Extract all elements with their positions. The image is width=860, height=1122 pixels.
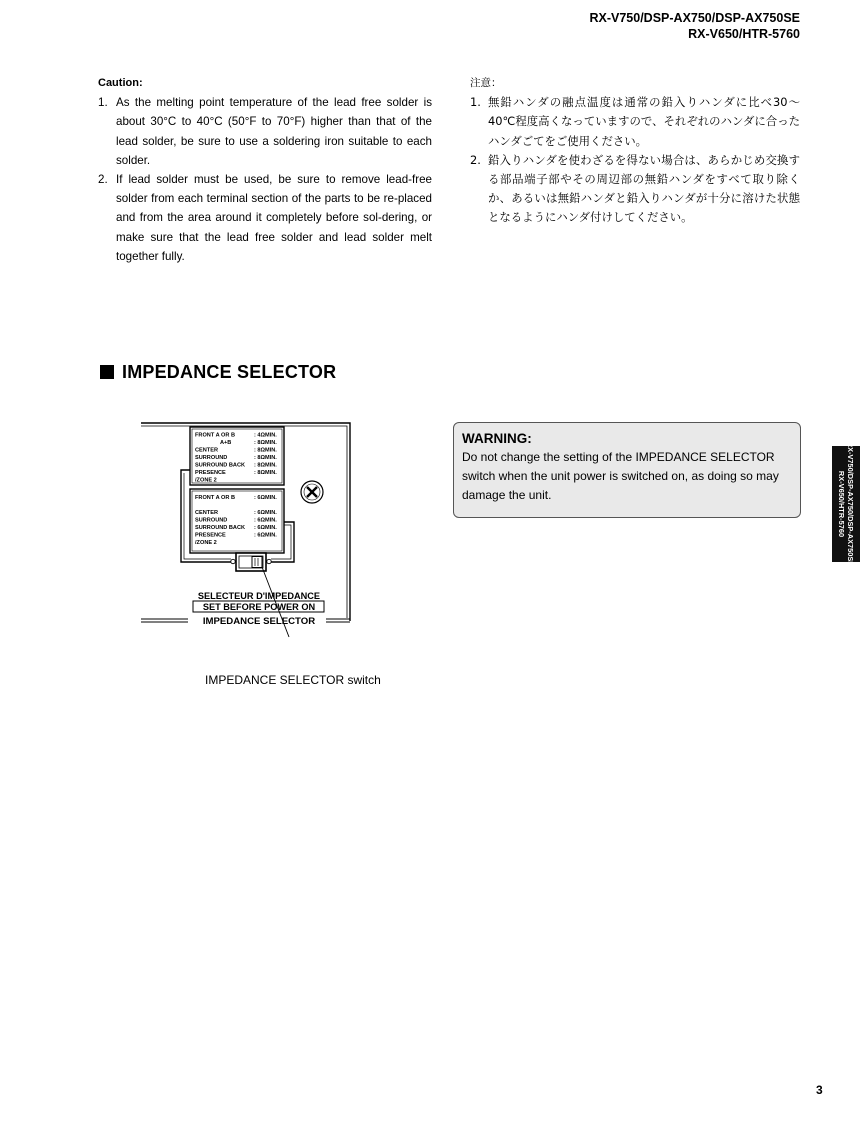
panel-label: /ZONE 2 xyxy=(195,477,217,484)
panel-value: : 4ΩMIN. xyxy=(254,432,277,439)
caution-item xyxy=(98,170,432,266)
caution-title: Caution: xyxy=(98,77,143,89)
caution-item-number: 2. xyxy=(98,173,108,187)
caution-title-jp: 注意： xyxy=(470,77,502,89)
panel-label: SURROUND BACK xyxy=(195,525,246,531)
caution-item-number: 2. xyxy=(470,152,481,167)
panel-label: CENTER xyxy=(195,510,218,516)
panel-value: : 8ΩMIN. xyxy=(254,447,277,454)
panel-label: SURROUND xyxy=(195,517,228,524)
panel-label: FRONT A OR B xyxy=(195,432,235,439)
model-line-1: RX-V750/DSP-AX750/DSP-AX750SE xyxy=(589,11,800,25)
warning-box xyxy=(453,422,801,518)
caution-list-jp xyxy=(470,93,800,227)
label-set-before: SET BEFORE POWER ON xyxy=(202,602,316,612)
panel-label: SURROUND xyxy=(195,455,228,461)
panel-label: /ZONE 2 xyxy=(195,540,217,546)
switch-knob xyxy=(252,557,262,568)
panel-value: : 8ΩMIN. xyxy=(254,462,277,469)
panel-value: : 6ΩMIN. xyxy=(254,510,277,516)
caution-item-text: 無鉛ハンダの融点温度は通常の鉛入りハンダに比べ30～40℃程度高くなっていますので、それぞれのハンダに合ったハンダごてをご使用ください。 xyxy=(488,95,800,148)
caution-item-jp xyxy=(470,151,800,228)
caution-item-jp xyxy=(470,93,800,151)
label-french: SELECTEUR D'IMPEDANCE xyxy=(197,591,321,601)
caution-item-number: 1. xyxy=(470,95,481,110)
panel-value: : 8ΩMIN. xyxy=(254,440,277,446)
panel-label: PRESENCE xyxy=(195,470,226,476)
panel-value: : 8ΩMIN. xyxy=(254,455,277,461)
panel-value: : 6ΩMIN. xyxy=(254,532,277,539)
side-tab-line-1: RX-V750/DSP-AX750/DSP-AX750SE xyxy=(846,441,855,567)
caution-item-text: If lead solder must be used, be sure to remove lead-free solder from each terminal section of the parts to be re-placed and from the area around it completely before sol-dering, or make sure that the lead free solder and lead solder melt together fully. xyxy=(116,173,432,263)
caution-item xyxy=(98,93,432,170)
panel-value: : 8ΩMIN. xyxy=(254,470,277,476)
label-english: IMPEDANCE SELECTOR xyxy=(202,616,316,627)
panel-label: CENTER xyxy=(195,447,218,454)
panel-label: SURROUND BACK xyxy=(195,462,246,469)
panel-value: : 6ΩMIN. xyxy=(254,495,277,501)
section-title: IMPEDANCE SELECTOR xyxy=(122,362,337,382)
caution-list xyxy=(98,93,432,266)
panel-value: : 6ΩMIN. xyxy=(254,517,277,524)
panel-label: PRESENCE xyxy=(195,532,226,539)
model-line-2: RX-V650/HTR-5760 xyxy=(688,27,800,41)
caution-item-text: As the melting point temperature of the lead free solder is about 30°C to 40°C (50°F to 70°F) higher than that of the lead solder, be sure to use a soldering iron suitable to each solder. xyxy=(116,96,432,167)
caution-japanese xyxy=(470,74,800,228)
caution-item-number: 1. xyxy=(98,96,108,110)
square-bullet-icon xyxy=(100,365,114,379)
panel-label: A+B xyxy=(220,440,232,446)
warning-text: Do not change the setting of the IMPEDANCE SELECTOR switch when the unit power is switched on, as doing so may damage the unit. xyxy=(462,450,779,502)
side-tab xyxy=(832,441,860,567)
panel-value: : 6ΩMIN. xyxy=(254,525,277,531)
caution-english xyxy=(98,74,432,266)
section-heading xyxy=(100,362,336,383)
model-header xyxy=(589,10,800,42)
side-tab-text xyxy=(837,442,855,566)
screw-icon xyxy=(301,481,323,503)
panel-label: FRONT A OR B xyxy=(195,495,235,501)
impedance-selector-diagram xyxy=(138,418,358,638)
diagram-caption: IMPEDANCE SELECTOR switch xyxy=(205,673,381,687)
side-tab-line-2: RX-V650/HTR-5760 xyxy=(837,470,846,538)
warning-title: WARNING: xyxy=(462,431,532,446)
caution-item-text: 鉛入りハンダを使わざるを得ない場合は、あらかじめ交換する部品端子部やその周辺部の無鉛ハンダをすべて取り除くか、あるいは無鉛ハンダと鉛入りハンダが十分に溶けた状態となるようにハンダ付けしてください。 xyxy=(488,152,800,225)
page-number: 3 xyxy=(816,1083,823,1097)
